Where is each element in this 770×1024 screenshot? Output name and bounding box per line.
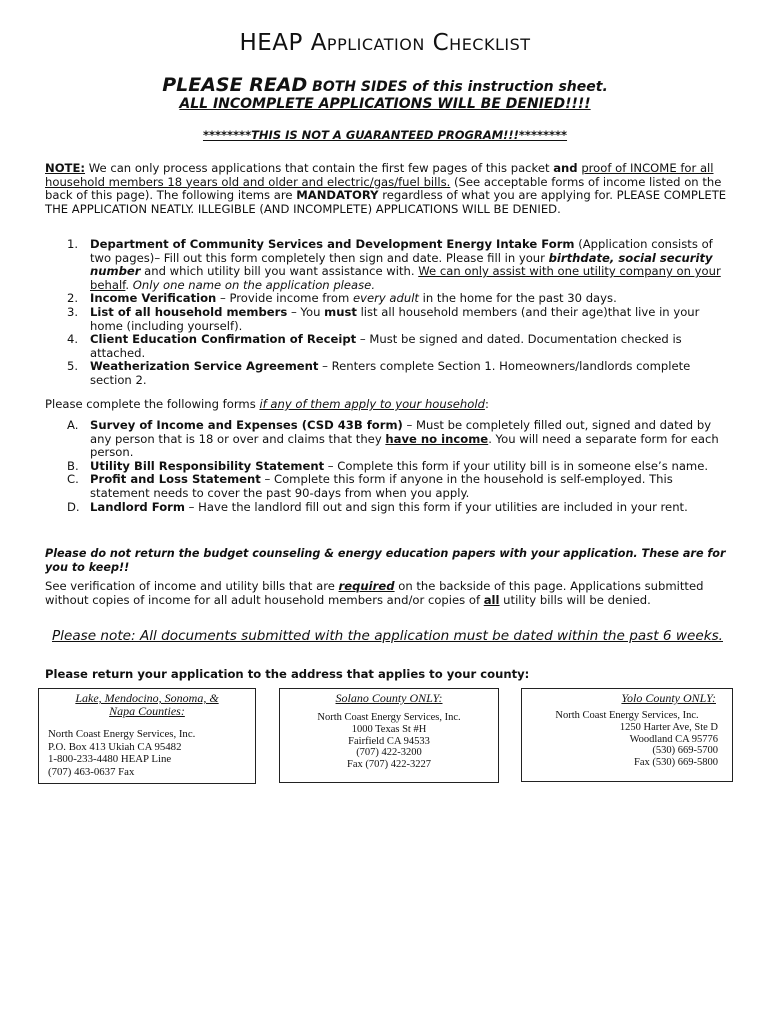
address-line: Fax (707) 422-3227 bbox=[347, 759, 431, 771]
item-title: Utility Bill Responsibility Statement bbox=[90, 458, 325, 473]
return-address-note: Please return your application to the address that applies to your county: bbox=[45, 667, 530, 681]
verification-all: all bbox=[483, 592, 500, 607]
note-text-3: (See acceptable forms of income listed on the back of this page). The following items are bbox=[45, 174, 722, 203]
dated-note: Please note: All documents submitted with the application must be dated within the past 6 weeks. bbox=[51, 628, 723, 644]
item-italic: every adult bbox=[352, 291, 419, 306]
forms-intro-emphasis: if any of them apply to your household bbox=[259, 397, 485, 411]
item-title: Weatherization Service Agreement bbox=[90, 359, 319, 374]
address-box-lake-mendocino-sonoma-napa bbox=[38, 688, 256, 784]
address-heading-text: Solano County ONLY: bbox=[335, 691, 443, 705]
address-line: 1-800-233-4480 HEAP Line bbox=[48, 753, 172, 765]
item-text: – You bbox=[287, 304, 325, 319]
verification-text: on the backside of this page. Applications submitted without copies of income for all adult household members and/or copies of bbox=[45, 579, 704, 607]
item-text: – Renters complete Section 1. Homeowners/landlords complete section 2. bbox=[90, 359, 691, 387]
address-heading: Lake, Mendocino, Sonoma, & Napa Counties: bbox=[75, 691, 219, 718]
address-heading bbox=[280, 692, 498, 704]
item-emphasis: have no income bbox=[385, 431, 489, 446]
address-line: 1000 Texas St #H bbox=[351, 723, 427, 735]
item-text: – Have the landlord fill out and sign this form if your utilities are included in your rent. bbox=[184, 499, 688, 514]
item-bold: must bbox=[324, 304, 357, 319]
item-text: in the home for the past 30 days. bbox=[418, 291, 617, 306]
item-text: . bbox=[125, 277, 133, 292]
item-text: – Complete this form if your utility bill is in someone else’s name. bbox=[324, 458, 709, 473]
item-text: – Provide income from bbox=[216, 291, 353, 306]
forms-intro-colon: : bbox=[484, 397, 489, 411]
item-title: Landlord Form bbox=[90, 499, 185, 514]
list-item bbox=[45, 292, 730, 306]
item-title: List of all household members bbox=[90, 304, 288, 319]
note-label: NOTE: bbox=[45, 161, 86, 175]
note-mandatory: MANDATORY bbox=[296, 188, 379, 203]
item-emphasis: birthdate, social security number bbox=[90, 250, 713, 279]
note-and: and bbox=[553, 161, 578, 175]
note-text-4: regardless of what you are applying for. PLEASE COMPLETE THE APPLICATION NEATLY. ILLEGIBLE (AND INCOMPLETE) APPLICATIONS WILL BE DENIED. bbox=[45, 188, 727, 216]
item-letter: A. bbox=[67, 418, 79, 432]
note-paragraph bbox=[45, 162, 730, 216]
item-underline: We can only assist with one utility company on your behalf bbox=[90, 264, 721, 292]
please-read-emphasis: PLEASE READ bbox=[162, 74, 308, 96]
note-proof-of-income: proof of INCOME for all household members 18 years old and older and electric/gas/fuel bills. bbox=[45, 161, 714, 189]
address-line: 1250 Harter Ave, Ste D bbox=[619, 721, 718, 733]
item-text: . You will need a separate form for each person. bbox=[90, 431, 719, 460]
item-text: – Must be completely filled out, signed and dated by any person that is 18 or over and claims that they bbox=[90, 418, 712, 446]
list-item bbox=[45, 238, 730, 292]
address-line: (707) 463-0637 Fax bbox=[48, 765, 135, 778]
address-line: North Coast Energy Services, Inc. bbox=[555, 710, 699, 721]
item-title: Department of Community Services and Development Energy Intake Form bbox=[90, 237, 575, 251]
note-text-1: We can only process applications that contain the first few pages of this packet bbox=[85, 161, 554, 175]
forms-intro bbox=[45, 398, 730, 412]
please-read-rest: BOTH SIDES of this instruction sheet. bbox=[307, 79, 608, 95]
list-item bbox=[45, 360, 730, 387]
address-box-solano bbox=[279, 688, 499, 783]
item-number: 1. bbox=[67, 237, 79, 251]
item-number: 3. bbox=[67, 304, 79, 319]
not-guaranteed-warning: ********THIS IS NOT A GUARANTEED PROGRAM!!!******** bbox=[202, 128, 568, 142]
item-text: – Must be signed and dated. Documentation checked is attached. bbox=[90, 332, 682, 360]
address-line: Fax (530) 669-5800 bbox=[634, 757, 718, 769]
address-line: (707) 422-3200 bbox=[356, 747, 422, 759]
verification-text: See verification of income and utility bills that are bbox=[45, 579, 339, 593]
lettered-list bbox=[45, 419, 730, 514]
address-line: P.O. Box 413 Ukiah CA 95482 bbox=[48, 740, 182, 753]
item-number: 5. bbox=[67, 359, 79, 374]
address-line: North Coast Energy Services, Inc. bbox=[48, 728, 196, 740]
address-line: North Coast Energy Services, Inc. bbox=[317, 712, 461, 723]
verification-required: required bbox=[338, 579, 395, 593]
verification-text: utility bills will be denied. bbox=[499, 592, 651, 607]
item-number: 2. bbox=[67, 291, 79, 306]
item-text: and which utility bill you want assistance with. bbox=[140, 264, 419, 279]
item-title: Client Education Confirmation of Receipt bbox=[90, 332, 357, 347]
list-item bbox=[45, 460, 730, 474]
item-number: 4. bbox=[67, 332, 79, 347]
list-item bbox=[45, 419, 730, 460]
item-letter: C. bbox=[67, 472, 79, 487]
numbered-list bbox=[45, 238, 730, 388]
item-italic: Only one name on the application please. bbox=[132, 277, 375, 292]
list-item bbox=[45, 501, 730, 515]
item-title: Income Verification bbox=[90, 291, 217, 306]
forms-intro-text: Please complete the following forms bbox=[45, 397, 260, 411]
list-item bbox=[45, 333, 730, 360]
verification-note bbox=[45, 580, 730, 607]
item-text: (Application consists of two pages)– Fill out this form completely then sign and date. Please fill in your bbox=[90, 237, 713, 265]
item-title: Profit and Loss Statement bbox=[90, 472, 261, 487]
address-box-yolo bbox=[521, 688, 733, 782]
page-title: HEAP Application Checklist bbox=[239, 30, 531, 56]
address-line: Fairfield CA 94533 bbox=[348, 735, 430, 747]
address-heading: Yolo County ONLY: bbox=[621, 691, 716, 705]
address-line: Woodland CA 95776 bbox=[629, 733, 718, 745]
list-item bbox=[45, 306, 730, 333]
incomplete-warning: ALL INCOMPLETE APPLICATIONS WILL BE DENIED!!!! bbox=[179, 96, 591, 112]
item-letter: D. bbox=[67, 499, 80, 514]
please-read-line bbox=[0, 74, 770, 96]
item-text: – Complete this form if anyone in the household is self-employed. This statement needs to cover the past 90-days from when you apply. bbox=[90, 472, 673, 500]
item-letter: B. bbox=[67, 458, 79, 473]
list-item bbox=[45, 473, 730, 500]
item-title: Survey of Income and Expenses (CSD 43B form) bbox=[90, 418, 403, 432]
keep-papers-note: Please do not return the budget counseling & energy education papers with your application. These are for you to keep!! bbox=[45, 547, 726, 574]
address-line: (530) 669-5700 bbox=[652, 745, 718, 757]
item-text: list all household members (and their age)that live in your home (including yourself). bbox=[90, 304, 700, 333]
